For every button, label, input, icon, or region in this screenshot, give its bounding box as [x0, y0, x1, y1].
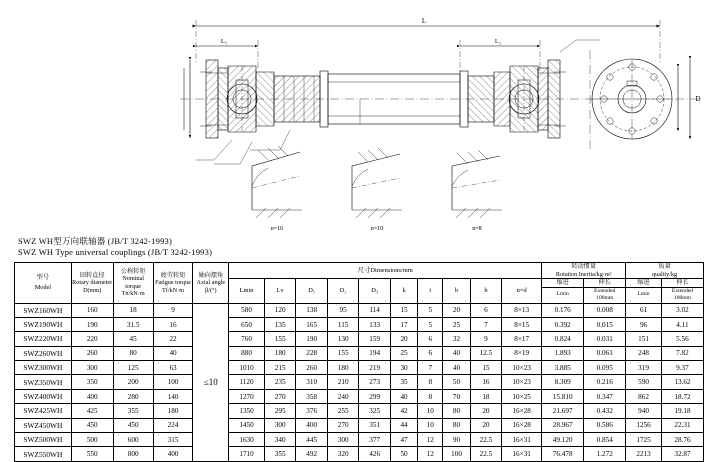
cell-D: 400: [71, 389, 113, 403]
cell-Tf: 9: [153, 303, 193, 317]
cell-model: SWZ220WH: [15, 332, 72, 346]
cell-model: SWZ160WH: [15, 303, 72, 317]
cell-model: SWZ400WH: [15, 389, 72, 403]
cell-t: 12: [418, 433, 443, 447]
cell-D2: 300: [327, 433, 359, 447]
cell-h: 18: [470, 389, 502, 403]
cell-Tf: 100: [153, 375, 193, 389]
cell-D3: 426: [359, 447, 391, 461]
th-dim-d3: D₃: [359, 279, 391, 304]
cell-b: 80: [443, 418, 470, 432]
cell-inertia-ext: 0.015: [584, 317, 626, 331]
cell-mass-ext: 32.87: [661, 447, 703, 461]
cell-mass-ext: 28.76: [661, 433, 703, 447]
cell-inertia-ext: 0.008: [584, 303, 626, 317]
cell-D: 220: [71, 332, 113, 346]
cell-D: 350: [71, 375, 113, 389]
th-dim-nd: n×d: [502, 279, 542, 304]
cell-D3: 159: [359, 332, 391, 346]
cell-h: 22.5: [470, 433, 502, 447]
cell-Lmin: 1270: [229, 389, 265, 403]
cell-D1: 358: [296, 389, 328, 403]
cell-t: 7: [418, 361, 443, 375]
cell-mass-min: 1725: [626, 433, 662, 447]
cell-inertia-min: 21.697: [542, 404, 584, 418]
cell-nd: 8×17: [502, 332, 542, 346]
cell-D2: 255: [327, 404, 359, 418]
cell-mass-min: 319: [626, 361, 662, 375]
table-row: [15, 418, 704, 432]
cell-Lmin: 1450: [229, 418, 265, 432]
svg-text:n=16: n=16: [270, 226, 284, 232]
cell-mass-min: 61: [626, 303, 662, 317]
th-mass-lmin: 缩进: [626, 279, 662, 288]
th-mass-extended-en: Extended 100mm: [661, 287, 703, 303]
cell-inertia-min: 76.478: [542, 447, 584, 461]
cell-inertia-min: 0.392: [542, 317, 584, 331]
cell-D1: 445: [296, 433, 328, 447]
cell-D: 425: [71, 404, 113, 418]
cell-b: 50: [443, 375, 470, 389]
caption-line-cn: SWZ WH型万向联轴器 (JB/T 3242-1993): [18, 236, 172, 246]
cell-nd: 8×19: [502, 346, 542, 360]
table-row: [15, 404, 704, 418]
cell-t: 10: [418, 418, 443, 432]
cell-h: 7: [470, 317, 502, 331]
cell-D: 160: [71, 303, 113, 317]
cell-Lv: 235: [264, 375, 296, 389]
svg-text:D: D: [695, 95, 701, 103]
cell-inertia-min: 15.810: [542, 389, 584, 403]
th-model: 型号 Model: [15, 263, 72, 304]
cell-Lmin: 1120: [229, 375, 265, 389]
cell-D3: 114: [359, 303, 391, 317]
th-fatigue-torque: 疲劳转矩 Fatigue torque Tf/kN·m: [153, 263, 193, 304]
end-view: [590, 50, 672, 150]
th-dimensions: 尺寸Dimensions/mm: [229, 263, 542, 279]
left-universal-joint: [227, 66, 274, 132]
cell-model: SWZ190WH: [15, 317, 72, 331]
dim-L1: [196, 38, 258, 70]
cell-b: 40: [443, 346, 470, 360]
detail-view-n8: [452, 150, 502, 232]
cell-D1: 376: [296, 404, 328, 418]
cell-model: SWZ550WH: [15, 447, 72, 461]
cell-nd: 16×31: [502, 433, 542, 447]
cell-t: 6: [418, 332, 443, 346]
cell-Tn: 80: [113, 346, 153, 360]
cell-D1: 228: [296, 346, 328, 360]
cell-Tf: 22: [153, 332, 193, 346]
cell-D: 190: [71, 317, 113, 331]
cell-b: 40: [443, 361, 470, 375]
cell-Lv: 120: [264, 303, 296, 317]
cell-Lv: 295: [264, 404, 296, 418]
cell-nd: 10×23: [502, 375, 542, 389]
th-mass-lmin-en: Lmin: [626, 287, 662, 303]
cell-nd: 16×28: [502, 404, 542, 418]
cell-k: 42: [390, 404, 417, 418]
th-dim-h: h: [470, 279, 502, 304]
cell-mass-min: 862: [626, 389, 662, 403]
cell-k: 40: [390, 389, 417, 403]
cell-Lv: 135: [264, 317, 296, 331]
cell-Tn: 45: [113, 332, 153, 346]
cell-Lv: 300: [264, 418, 296, 432]
cell-h: 20: [470, 418, 502, 432]
cell-D3: 299: [359, 389, 391, 403]
cell-D1: 310: [296, 375, 328, 389]
cell-model: SWZ350WH: [15, 375, 72, 389]
th-dim-k: k: [390, 279, 417, 304]
cell-D2: 180: [327, 361, 359, 375]
cell-inertia-ext: 0.586: [584, 418, 626, 432]
cell-Lmin: 1710: [229, 447, 265, 461]
cell-mass-min: 96: [626, 317, 662, 331]
cell-mass-ext: 19.18: [661, 404, 703, 418]
table-row: [15, 375, 704, 389]
th-inertia: 转动惯量 Rotation Inertia/kg·m²: [542, 263, 626, 279]
cell-mass-min: 1256: [626, 418, 662, 432]
cell-mass-ext: 5.56: [661, 332, 703, 346]
cell-h: 20: [470, 404, 502, 418]
cell-D: 550: [71, 447, 113, 461]
cell-Lv: 215: [264, 361, 296, 375]
cell-Tn: 200: [113, 375, 153, 389]
cell-inertia-ext: 0.347: [584, 389, 626, 403]
svg-text:n=10: n=10: [370, 226, 384, 232]
cell-mass-ext: 3.02: [661, 303, 703, 317]
cell-k: 15: [390, 303, 417, 317]
cell-Lv: 340: [264, 433, 296, 447]
cell-inertia-min: 0.824: [542, 332, 584, 346]
th-dim-t: t: [418, 279, 443, 304]
svg-text:L₁: L₁: [220, 38, 228, 45]
cell-k: 20: [390, 332, 417, 346]
cell-Tf: 16: [153, 317, 193, 331]
cell-Lmin: 1350: [229, 404, 265, 418]
cell-b: 100: [443, 447, 470, 461]
cell-model: SWZ300WH: [15, 361, 72, 375]
svg-text:L: L: [421, 17, 427, 25]
cell-mass-min: 590: [626, 375, 662, 389]
cell-D1: 190: [296, 332, 328, 346]
cell-D: 450: [71, 418, 113, 432]
cell-inertia-ext: 0.216: [584, 375, 626, 389]
cell-D2: 130: [327, 332, 359, 346]
cell-axial-angle: ≤10: [193, 303, 229, 461]
cell-D: 260: [71, 346, 113, 360]
svg-text:n=8: n=8: [472, 226, 482, 232]
th-dim-lmin: Lmin: [229, 279, 265, 304]
cell-h: 16: [470, 375, 502, 389]
cell-nd: 16×31: [502, 447, 542, 461]
cell-k: 35: [390, 375, 417, 389]
cell-b: 20: [443, 303, 470, 317]
cell-D2: 240: [327, 389, 359, 403]
detail-view-n10: [352, 148, 402, 232]
cell-D1: 400: [296, 418, 328, 432]
cell-Lv: 270: [264, 389, 296, 403]
cell-Tn: 280: [113, 389, 153, 403]
cell-Lmin: 1010: [229, 361, 265, 375]
th-dim-d1: D₁: [296, 279, 328, 304]
cell-Lv: 155: [264, 332, 296, 346]
cell-k: 44: [390, 418, 417, 432]
cell-D1: 260: [296, 361, 328, 375]
cell-nd: 8×13: [502, 303, 542, 317]
cell-t: 8: [418, 389, 443, 403]
cell-D2: 270: [327, 418, 359, 432]
cell-inertia-min: 1.893: [542, 346, 584, 360]
th-axial-angle: 轴向摆角 Axial angle β/(°): [193, 263, 229, 304]
table-row: [15, 332, 704, 346]
cell-Lmin: 650: [229, 317, 265, 331]
cell-b: 25: [443, 317, 470, 331]
table-row: [15, 317, 704, 331]
cell-Tn: 125: [113, 361, 153, 375]
table-row: [15, 389, 704, 403]
cell-b: 80: [443, 404, 470, 418]
cell-h: 6: [470, 303, 502, 317]
cell-k: 25: [390, 346, 417, 360]
cell-Tn: 355: [113, 404, 153, 418]
cell-D2: 155: [327, 346, 359, 360]
cell-Tf: 400: [153, 447, 193, 461]
cell-D3: 377: [359, 433, 391, 447]
specifications-table: [14, 262, 704, 462]
cell-Lmin: 760: [229, 332, 265, 346]
cell-model: SWZ450WH: [15, 418, 72, 432]
cell-D: 500: [71, 433, 113, 447]
dim-L: [196, 17, 660, 62]
cell-mass-ext: 13.62: [661, 375, 703, 389]
left-flange: [206, 60, 228, 138]
cell-k: 50: [390, 447, 417, 461]
cell-t: 5: [418, 303, 443, 317]
cell-D3: 219: [359, 361, 391, 375]
cell-t: 10: [418, 404, 443, 418]
svg-text:L₂: L₂: [494, 38, 502, 45]
cell-Tf: 180: [153, 404, 193, 418]
right-universal-joint: [494, 66, 539, 132]
cell-D2: 115: [327, 317, 359, 331]
th-inertia-extended: 伸长: [584, 279, 626, 288]
cell-D2: 210: [327, 375, 359, 389]
cell-inertia-min: 49.120: [542, 433, 584, 447]
cell-model: SWZ425WH: [15, 404, 72, 418]
cell-inertia-min: 0.176: [542, 303, 584, 317]
table-row: [15, 447, 704, 461]
cell-D3: 133: [359, 317, 391, 331]
table-row: [15, 361, 704, 375]
spec-table-body: [15, 303, 704, 461]
cell-h: 12.5: [470, 346, 502, 360]
cell-mass-ext: 4.11: [661, 317, 703, 331]
cell-t: 8: [418, 375, 443, 389]
cell-D1: 138: [296, 303, 328, 317]
cell-Lmin: 580: [229, 303, 265, 317]
cell-t: 12: [418, 447, 443, 461]
cell-inertia-ext: 0.854: [584, 433, 626, 447]
cell-inertia-ext: 1.272: [584, 447, 626, 461]
cell-mass-min: 940: [626, 404, 662, 418]
cell-Tn: 18: [113, 303, 153, 317]
cell-mass-min: 248: [626, 346, 662, 360]
cell-mass-ext: 22.31: [661, 418, 703, 432]
cell-h: 15: [470, 361, 502, 375]
cell-D: 300: [71, 361, 113, 375]
cell-Lv: 180: [264, 346, 296, 360]
cell-inertia-min: 3.885: [542, 361, 584, 375]
cell-Lmin: 1630: [229, 433, 265, 447]
cell-inertia-ext: 0.432: [584, 404, 626, 418]
th-inertia-extended-en: Extended 100mm: [584, 287, 626, 303]
detail-view-n16: [252, 146, 302, 232]
th-inertia-lmin-en: Lmin: [542, 287, 584, 303]
th-dim-lv: Lv: [264, 279, 296, 304]
cell-mass-min: 2213: [626, 447, 662, 461]
cell-inertia-ext: 0.061: [584, 346, 626, 360]
cell-D1: 165: [296, 317, 328, 331]
cell-Lv: 355: [264, 447, 296, 461]
cell-mass-ext: 18.72: [661, 389, 703, 403]
cell-model: SWZ260WH: [15, 346, 72, 360]
cell-D1: 492: [296, 447, 328, 461]
cell-Tn: 800: [113, 447, 153, 461]
th-inertia-lmin: 缩进: [542, 279, 584, 288]
cell-k: 30: [390, 361, 417, 375]
cell-nd: 10×23: [502, 361, 542, 375]
cell-Tn: 450: [113, 418, 153, 432]
cell-b: 32: [443, 332, 470, 346]
cell-Tf: 140: [153, 389, 193, 403]
cell-D3: 194: [359, 346, 391, 360]
cell-t: 6: [418, 346, 443, 360]
cell-Tf: 63: [153, 361, 193, 375]
cell-Tf: 315: [153, 433, 193, 447]
cell-nd: 8×15: [502, 317, 542, 331]
cell-k: 47: [390, 433, 417, 447]
cell-inertia-ext: 0.031: [584, 332, 626, 346]
table-row: [15, 433, 704, 447]
spec-table: [14, 262, 704, 462]
cell-nd: 10×25: [502, 389, 542, 403]
cell-b: 90: [443, 433, 470, 447]
th-mass-extended: 伸长: [661, 279, 703, 288]
cell-inertia-min: 8.309: [542, 375, 584, 389]
cell-D2: 95: [327, 303, 359, 317]
th-rotary-diameter: 回转直径 Rotary diameter D(mm): [71, 263, 113, 304]
cell-mass-ext: 7.82: [661, 346, 703, 360]
th-dim-d2: D₂: [327, 279, 359, 304]
cell-h: 22.5: [470, 447, 502, 461]
cell-h: 9: [470, 332, 502, 346]
cell-Tf: 40: [153, 346, 193, 360]
cell-Tn: 600: [113, 433, 153, 447]
cell-D3: 273: [359, 375, 391, 389]
th-dim-b: b: [443, 279, 470, 304]
table-row: [15, 346, 704, 360]
cell-nd: 16×28: [502, 418, 542, 432]
cell-t: 5: [418, 317, 443, 331]
cell-Tf: 224: [153, 418, 193, 432]
cell-Lmin: 880: [229, 346, 265, 360]
figure-caption: [18, 236, 212, 258]
cell-D3: 325: [359, 404, 391, 418]
th-mass: 质量 quality/kg: [626, 263, 704, 279]
cell-k: 17: [390, 317, 417, 331]
cell-mass-min: 151: [626, 332, 662, 346]
cell-Tn: 31.5: [113, 317, 153, 331]
th-nominal-torque: 公称转矩 Nominal torque Tn/kN·m: [113, 263, 153, 304]
cell-D3: 351: [359, 418, 391, 432]
cell-inertia-min: 28.967: [542, 418, 584, 432]
table-row: [15, 303, 704, 317]
cell-D2: 320: [327, 447, 359, 461]
caption-line-en: SWZ WH Type universal couplings (JB/T 3242-1993): [18, 247, 213, 257]
cell-b: 70: [443, 389, 470, 403]
cell-mass-ext: 9.37: [661, 361, 703, 375]
cell-model: SWZ500WH: [15, 433, 72, 447]
cell-inertia-ext: 0.095: [584, 361, 626, 375]
